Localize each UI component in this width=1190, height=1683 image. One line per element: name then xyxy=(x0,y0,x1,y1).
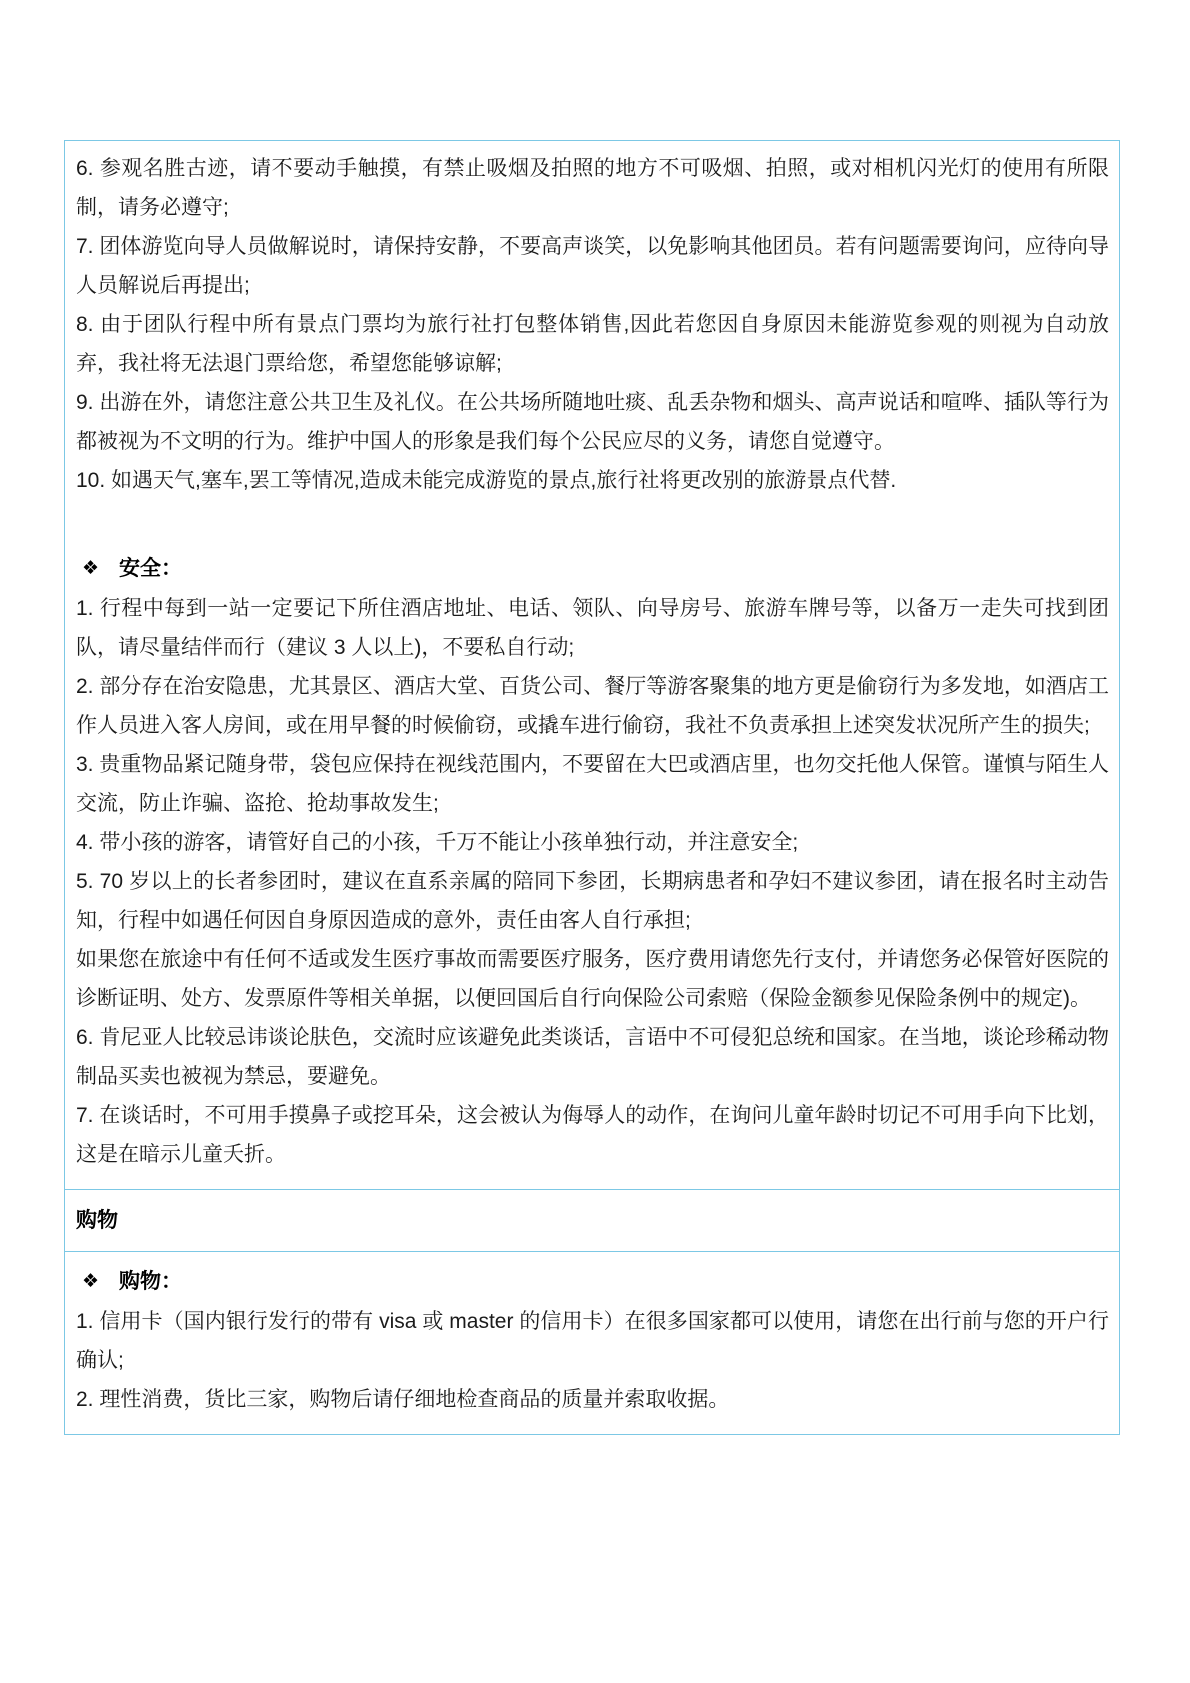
shopping-notes-cell xyxy=(65,1251,1119,1434)
note-paragraph: 7. 团体游览向导人员做解说时，请保持安静，不要高声谈笑，以免影响其他团员。若有问题需要询问，应待向导人员解说后再提出; xyxy=(76,235,1109,297)
travel-notes-table xyxy=(64,140,1120,1435)
note-paragraph: 5. 70 岁以上的长者参团时，建议在直系亲属的陪同下参团，长期病患者和孕妇不建议参团，请在报名时主动告知，行程中如遇任何因自身原因造成的意外，责任由客人自行承担; xyxy=(76,870,1109,932)
safety-heading xyxy=(76,549,1109,589)
note-paragraph: 1. 信用卡（国内银行发行的带有 visa 或 master 的信用卡）在很多国家都可以使用，请您在出行前与您的开户行确认; xyxy=(76,1310,1109,1372)
note-paragraph: 2. 部分存在治安隐患，尤其景区、酒店大堂、百货公司、餐厅等游客聚集的地方更是偷窃行为多发地，如酒店工作人员进入客人房间，或在用早餐的时候偷窃，或撬车进行偷窃，我社不负责承担上述突发状况所产生的损失; xyxy=(76,675,1109,737)
note-paragraph: 4. 带小孩的游客，请管好自己的小孩，千万不能让小孩单独行动，并注意安全; xyxy=(76,831,799,854)
note-paragraph: 如果您在旅途中有任何不适或发生医疗事故而需要医疗服务，医疗费用请您先行支付，并请您务必保管好医院的诊断证明、处方、发票原件等相关单据，以便回国后自行向保险公司索赔（保险金额参见保险条例中的规定)。 xyxy=(76,948,1109,1010)
note-paragraph: 8. 由于团队行程中所有景点门票均为旅行社打包整体销售,因此若您因自身原因未能游览参观的则视为自动放弃，我社将无法退门票给您，希望您能够谅解; xyxy=(76,313,1109,375)
blank-line xyxy=(76,500,1109,539)
note-paragraph: 7. 在谈话时，不可用手摸鼻子或挖耳朵，这会被认为侮辱人的动作，在询问儿童年龄时切记不可用手向下比划，这是在暗示儿童夭折。 xyxy=(76,1104,1109,1166)
diamond-bullet-icon: ❖ xyxy=(82,558,100,579)
note-paragraph: 10. 如遇天气,塞车,罢工等情况,造成未能完成游览的景点,旅行社将更改别的旅游景点代替. xyxy=(76,469,897,492)
shopping-banner-cell xyxy=(65,1189,1119,1251)
general-safety-notes-cell xyxy=(65,141,1119,1189)
note-paragraph: 1. 行程中每到一站一定要记下所住酒店地址、电话、领队、向导房号、旅游车牌号等，以备万一走失可找到团队，请尽量结伴而行（建议 3 人以上)，不要私自行动; xyxy=(76,597,1109,659)
note-paragraph: 3. 贵重物品紧记随身带，袋包应保持在视线范围内，不要留在大巴或酒店里，也勿交托他人保管。谨慎与陌生人交流，防止诈骗、盗抢、抢劫事故发生; xyxy=(76,753,1109,815)
note-paragraph: 6. 参观名胜古迹，请不要动手触摸，有禁止吸烟及拍照的地方不可吸烟、拍照，或对相机闪光灯的使用有所限制，请务必遵守; xyxy=(76,157,1109,219)
note-paragraph: 2. 理性消费，货比三家，购物后请仔细地检查商品的质量并索取收据。 xyxy=(76,1388,730,1411)
shopping-heading-label: 购物： xyxy=(119,1270,183,1293)
diamond-bullet-icon: ❖ xyxy=(82,1271,100,1292)
note-paragraph: 6. 肯尼亚人比较忌讳谈论肤色，交流时应该避免此类谈话，言语中不可侵犯总统和国家。在当地，谈论珍稀动物制品买卖也被视为禁忌，要避免。 xyxy=(76,1026,1109,1088)
safety-heading-label: 安全： xyxy=(119,557,183,580)
note-paragraph: 9. 出游在外，请您注意公共卫生及礼仪。在公共场所随地吐痰、乱丢杂物和烟头、高声说话和喧哗、插队等行为都被视为不文明的行为。维护中国人的形象是我们每个公民应尽的义务，请您自觉遵守。 xyxy=(76,391,1109,453)
shopping-heading xyxy=(76,1262,1109,1302)
shopping-banner-title: 购物 xyxy=(76,1209,118,1232)
